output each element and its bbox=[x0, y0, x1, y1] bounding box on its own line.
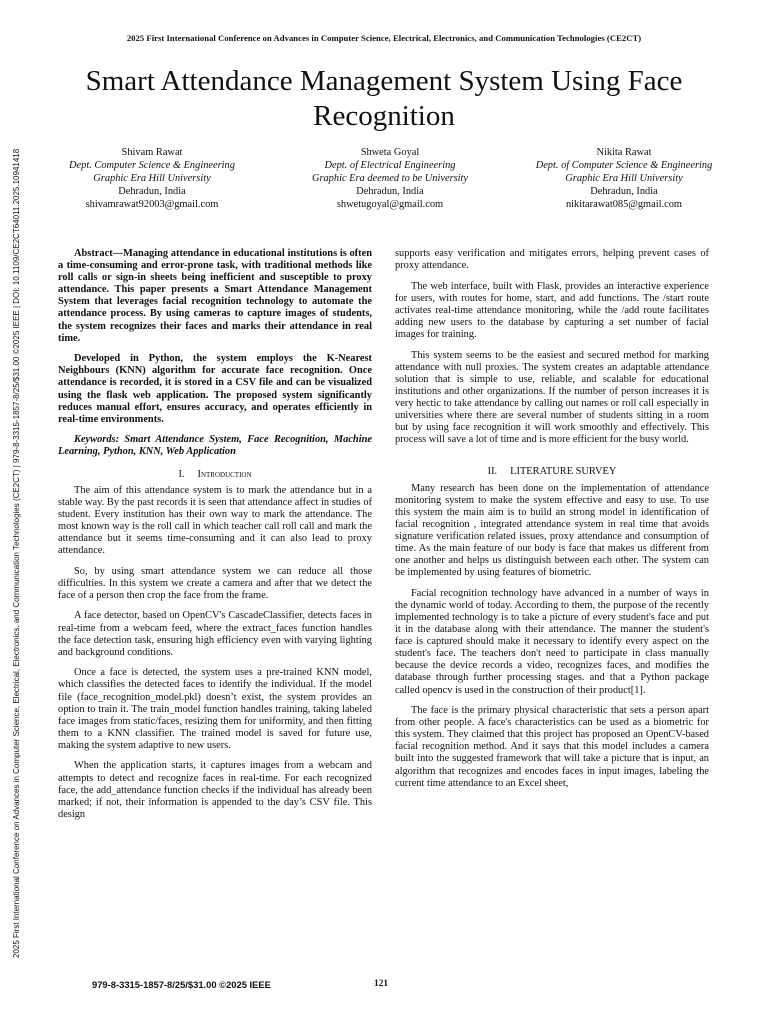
author-city: Dehradun, India bbox=[590, 186, 658, 197]
left-column bbox=[58, 248, 372, 829]
right-column bbox=[395, 248, 709, 798]
section-number: I. bbox=[178, 468, 185, 480]
body-paragraph: Once a face is detected, the system uses a pre-trained KNN model, which classifies the detected faces to identify the individual. If the model file (face_recognition_model.pkl) doesn’t exist, the system provides an option to train it. The train_model function handles training, taking labeled face images from static/faces, resizing them for uniformity, and then fitting them to a KNN classifier. The trained model is saved for future use, making the system adaptive to new users. bbox=[58, 667, 372, 751]
author-3 bbox=[534, 146, 714, 211]
author-city: Dehradun, India bbox=[118, 186, 186, 197]
author-dept: Dept. of Computer Science & Engineering bbox=[535, 160, 713, 171]
author-email[interactable]: shwetugoyal@gmail.com bbox=[336, 199, 444, 210]
section-heading-literature bbox=[395, 466, 709, 478]
footer-copyright: 979-8-3315-1857-8/25/$31.00 ©2025 IEEE bbox=[92, 979, 271, 990]
author-univ: Graphic Era deemed to be University bbox=[311, 173, 469, 184]
author-email[interactable]: shivamrawat92003@gmail.com bbox=[85, 199, 219, 210]
keywords: Keywords: Smart Attendance System, Face Recognition, Machine Learning, Python, KNN, Web Application bbox=[58, 434, 372, 458]
author-name: Nikita Rawat bbox=[596, 147, 652, 158]
section-title: Introduction bbox=[197, 468, 252, 480]
paper-title: Smart Attendance Management System Using Face Recognition bbox=[85, 65, 683, 132]
doi-sidebar bbox=[12, 58, 26, 958]
body-paragraph: A face detector, based on OpenCV's CascadeClassifier, detects faces in real-time from a webcam feed, where the extract_faces function handles the face detection task, ensuring high efficiency even with varying lighting and background conditions. bbox=[58, 610, 372, 658]
author-dept: Dept. of Electrical Engineering bbox=[324, 160, 456, 171]
author-name: Shweta Goyal bbox=[360, 147, 420, 158]
section-title: LITERATURE SURVEY bbox=[510, 466, 617, 478]
author-email[interactable]: nikitarawat085@gmail.com bbox=[565, 199, 683, 210]
conference-header: 2025 First International Conference on Advances in Computer Science, Electrical, Electronics, and Communication Technologies (CE2CT) bbox=[126, 33, 642, 43]
section-number: II. bbox=[487, 466, 498, 478]
author-1 bbox=[62, 146, 242, 211]
section-heading-introduction bbox=[58, 469, 372, 481]
doi-sidebar-text: 2025 First International Conference on Advances in Computer Science, Electrical, Electronics, and Communication Technologies (CE2CT) | 979-8-3315-1857-8/25/$31.00 ©2025 IEEE | DOI: 10.1109/CE2CT64011.2025.10941418 bbox=[12, 148, 21, 958]
author-city: Dehradun, India bbox=[356, 186, 424, 197]
body-paragraph: The aim of this attendance system is to mark the attendance but in a stable way. By the past records it is seen that attendance affect in studies of student. Every institution has their own way to mark the attendance. The most known way is the roll call in which teacher call roll call and mark the attendance but it seems time-consuming and it can also lead to proxy attendance. bbox=[58, 484, 372, 557]
abstract-paragraph: Abstract—Managing attendance in educational institutions is often a time-consuming and error-prone task, with traditional methods like roll calls or sign-in sheets being inefficient and susceptible to proxy attendance. This paper presents a Smart Attendance Management System that leverages facial recognition technology to automate the attendance process. By using cameras to capture images of students, the system recognizes their faces and marks their attendance in real time. bbox=[58, 248, 372, 344]
author-univ: Graphic Era Hill University bbox=[565, 173, 683, 184]
page-number: 121 bbox=[374, 979, 389, 989]
body-paragraph: Many research has been done on the implementation of attendance monitoring system to make the system effective and easy to use. To use this system the main aim is to build an strong model in identification of facial recognition , integrated attendance system in real time that avoids signature verification related issues, proxy attendance and consumption of time. As the main feature of our body is face that makes us different from one another and helps us distinguish between each other. The system can be implemented by using features of biometric. bbox=[395, 482, 709, 579]
body-paragraph: Facial recognition technology have advanced in a number of ways in the dynamic world of today. According to them, the purpose of the recently implemented technology is to take a picture of every student's face and put it in the database along with their attendance. The manner the student's face is captured should make it necessary to identify every aspect on the student's face. The teachers don't need to participate in class manually because the device records a video, recognizes faces, and modifies the database through further processing stages. and that a Python package called opencv is used in the construction of their product[1]. bbox=[395, 587, 709, 696]
body-paragraph: The web interface, built with Flask, provides an interactive experience for users, with routes for home, start, and add functions. The /start route activates real-time attendance monitoring, while the /add route facilitates adding new users to the database by capturing a set number of facial images for training. bbox=[395, 280, 709, 341]
body-paragraph: supports easy verification and mitigates errors, helping prevent cases of proxy attendance. bbox=[395, 248, 709, 272]
author-2 bbox=[290, 146, 490, 211]
author-dept: Dept. Computer Science & Engineering bbox=[69, 160, 235, 171]
body-paragraph: When the application starts, it captures images from a webcam and attempts to detect and recognize faces in real-time. For each recognized face, the add_attendance function checks if the individual has already been marked; if not, their information is appended to the day’s CSV file. This design bbox=[58, 760, 372, 820]
abstract-paragraph: Developed in Python, the system employs the K-Nearest Neighbours (KNN) algorithm for accurate face recognition. Once attendance is recorded, it is stored in a CSV file and can be visualized using the flask web application. The proposed system significantly reduces manual effort, ensures accuracy, and operates efficiently in real-time environments. bbox=[58, 353, 372, 425]
author-name: Shivam Rawat bbox=[121, 147, 183, 158]
author-univ: Graphic Era Hill University bbox=[93, 173, 211, 184]
body-paragraph: This system seems to be the easiest and secured method for marking attendance with null proxies. The system creates an adaptable attendance solution that is simple to use, reliable, and scalable for educational institutions and other organizations. If the number of person increases it is very hectic to take attendance by calling out names or roll call especially in universities where there are several number of students sitting in a room but by using face recognition it will work smoothly and effectively. This process will save a lot of time and is more efficient for the busy world. bbox=[395, 349, 709, 446]
body-paragraph: The face is the primary physical characteristic that sets a person apart from other people. A face's characteristics can be used as a biometric for this system. They claimed that this project has proposed an OpenCV-based facial recognition method. And it says that this model includes a camera built into the suggested framework that will take a picture that is input, an algorithm that recognizes and encodes faces in input images, labeling the current time attendance to an Excel sheet, bbox=[395, 705, 709, 789]
body-paragraph: So, by using smart attendance system we can reduce all those difficulties. In this system we create a camera and after that we detect the face of a person then crop the face from the frame. bbox=[58, 565, 372, 601]
